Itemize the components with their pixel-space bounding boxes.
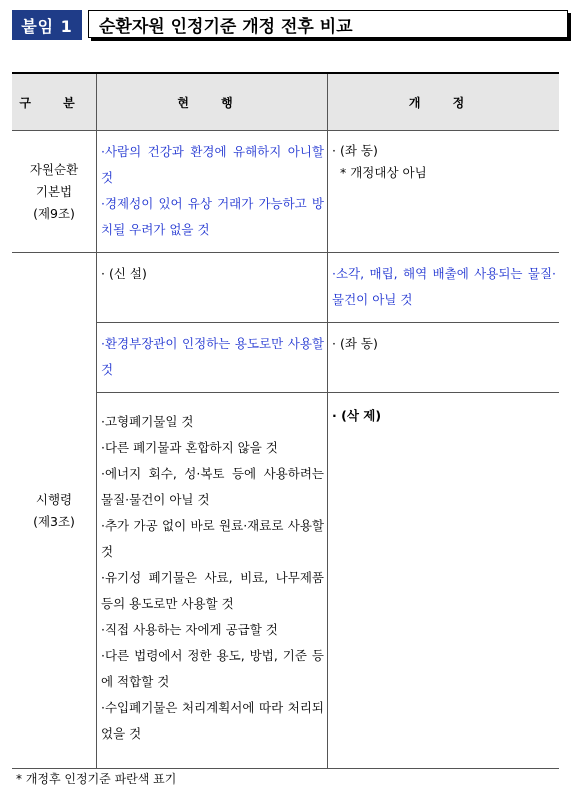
list-item: ·다른 폐기물과 혼합하지 않을 것 — [101, 440, 278, 455]
current-law-cell — [97, 131, 328, 253]
document-header — [12, 10, 561, 40]
list-item: ·직접 사용하는 자에게 공급할 것 — [101, 622, 278, 637]
list-item: * 개정대상 아님 — [340, 165, 427, 180]
list-item: · (좌 동) — [332, 336, 378, 351]
category-law-line3: (제9조) — [33, 205, 75, 221]
revised-decree-row3 — [328, 393, 560, 769]
table-header-row — [12, 73, 559, 131]
category-law-line1: 자원순환 — [29, 161, 79, 177]
table-row-law — [12, 131, 559, 253]
list-item: ·유기성 폐기물은 사료, 비료, 나무제품 등의 용도로만 사용할 것 — [101, 570, 324, 611]
category-decree-line2: (제3조) — [33, 513, 75, 529]
current-decree-row2 — [97, 323, 328, 393]
list-item: ·추가 가공 없이 바로 원료·재료로 사용할 것 — [101, 518, 324, 559]
category-law — [12, 131, 97, 253]
list-item: ·다른 법령에서 정한 용도, 방법, 기준 등에 적합할 것 — [101, 648, 324, 689]
category-decree-line1: 시행령 — [35, 491, 73, 507]
revised-decree-row1 — [328, 253, 560, 323]
current-decree-row1 — [97, 253, 328, 323]
table-row-decree-1 — [12, 253, 559, 323]
revised-law-cell — [328, 131, 560, 253]
header-category: 구 분 — [12, 73, 97, 131]
category-law-line2: 기본법 — [35, 183, 73, 199]
revised-decree-row2 — [328, 323, 560, 393]
list-item: ·수입폐기물은 처리계획서에 따라 처리되었을 것 — [101, 700, 324, 741]
list-item: ·사람의 건강과 환경에 유해하지 아니할 것 — [101, 144, 324, 185]
list-item: ·소각, 매립, 해역 배출에 사용되는 물질·물건이 아닐 것 — [332, 266, 556, 307]
list-item: · (신 설) — [101, 266, 147, 281]
list-item: ·고형폐기물일 것 — [101, 414, 194, 429]
document-title: 순환자원 인정기준 개정 전후 비교 — [88, 10, 568, 38]
category-decree — [12, 253, 97, 769]
footnote: * 개정후 인정기준 파란색 표기 — [16, 772, 177, 786]
header-revised: 개 정 — [328, 73, 560, 131]
header-current: 현 행 — [97, 73, 328, 131]
list-item: ·경제성이 있어 유상 거래가 가능하고 방치될 우려가 없을 것 — [101, 196, 324, 237]
list-item: ·에너지 회수, 성·복토 등에 사용하려는 물질·물건이 아닐 것 — [101, 466, 324, 507]
list-item: · (삭 제) — [332, 408, 382, 423]
current-decree-row3 — [97, 393, 328, 769]
list-item: · (좌 동) — [332, 143, 378, 158]
attachment-badge: 붙임 1 — [12, 10, 82, 40]
list-item: ·환경부장관이 인정하는 용도로만 사용할 것 — [101, 336, 324, 377]
comparison-table — [12, 72, 559, 769]
